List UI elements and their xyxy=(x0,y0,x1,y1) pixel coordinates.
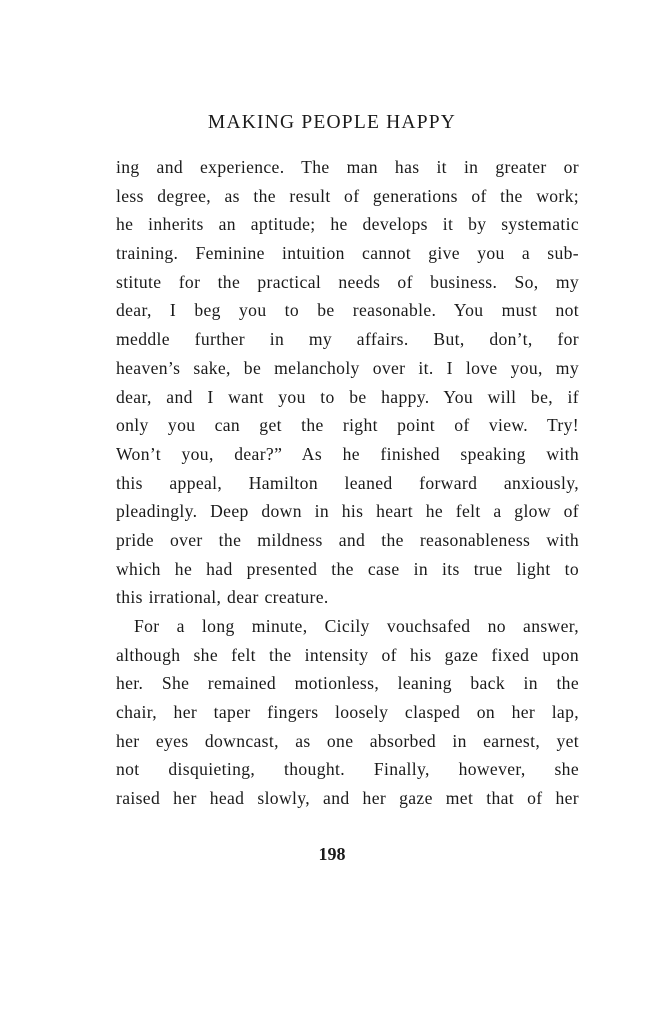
text-line: ing and experience. The man has it in greater or xyxy=(116,157,579,177)
text-line: dear, and I want you to be happy. You will be, if xyxy=(116,386,579,407)
text-line: her. She remained motionless, leaning back in the xyxy=(116,673,579,694)
text-line: although she felt the intensity of his gaze fixed upon xyxy=(116,644,579,665)
body-text xyxy=(116,153,579,813)
text-line: less degree, as the result of generations of the work; xyxy=(116,185,579,206)
text-line: her eyes downcast, as one absorbed in earnest, yet xyxy=(116,730,579,751)
text-line: only you can get the right point of view. Try! xyxy=(116,415,579,436)
text-line: he inherits an aptitude; he develops it by systematic xyxy=(116,214,579,235)
text-line: pride over the mildness and the reasonableness with xyxy=(116,529,579,550)
text-line: not disquieting, thought. Finally, however, she xyxy=(116,759,579,780)
text-line: training. Feminine intuition cannot give you a sub- xyxy=(116,243,579,264)
text-line: pleadingly. Deep down in his heart he felt a glow of xyxy=(116,501,579,522)
text-line: meddle further in my affairs. But, don’t, for xyxy=(116,329,579,350)
text-line: Won’t you, dear?” As he finished speaking with xyxy=(116,443,579,464)
text-line: raised her head slowly, and her gaze met that of her xyxy=(116,788,579,809)
page-number: 198 xyxy=(318,844,346,864)
paragraph-end-line: this irrational, dear creature. xyxy=(116,587,329,608)
running-title: MAKING PEOPLE HAPPY xyxy=(207,112,457,133)
text-line: which he had presented the case in its true light to xyxy=(116,558,579,579)
text-line: this appeal, Hamilton leaned forward anxiously, xyxy=(116,472,579,493)
text-line: stitute for the practical needs of business. So, my xyxy=(116,271,579,292)
text-line: chair, her taper fingers loosely clasped on her lap, xyxy=(116,702,579,723)
text-line: dear, I beg you to be reasonable. You must not xyxy=(116,300,579,321)
text-line: heaven’s sake, be melancholy over it. I love you, my xyxy=(116,357,579,378)
paragraph-start-line: For a long minute, Cicily vouchsafed no answer, xyxy=(134,616,579,636)
